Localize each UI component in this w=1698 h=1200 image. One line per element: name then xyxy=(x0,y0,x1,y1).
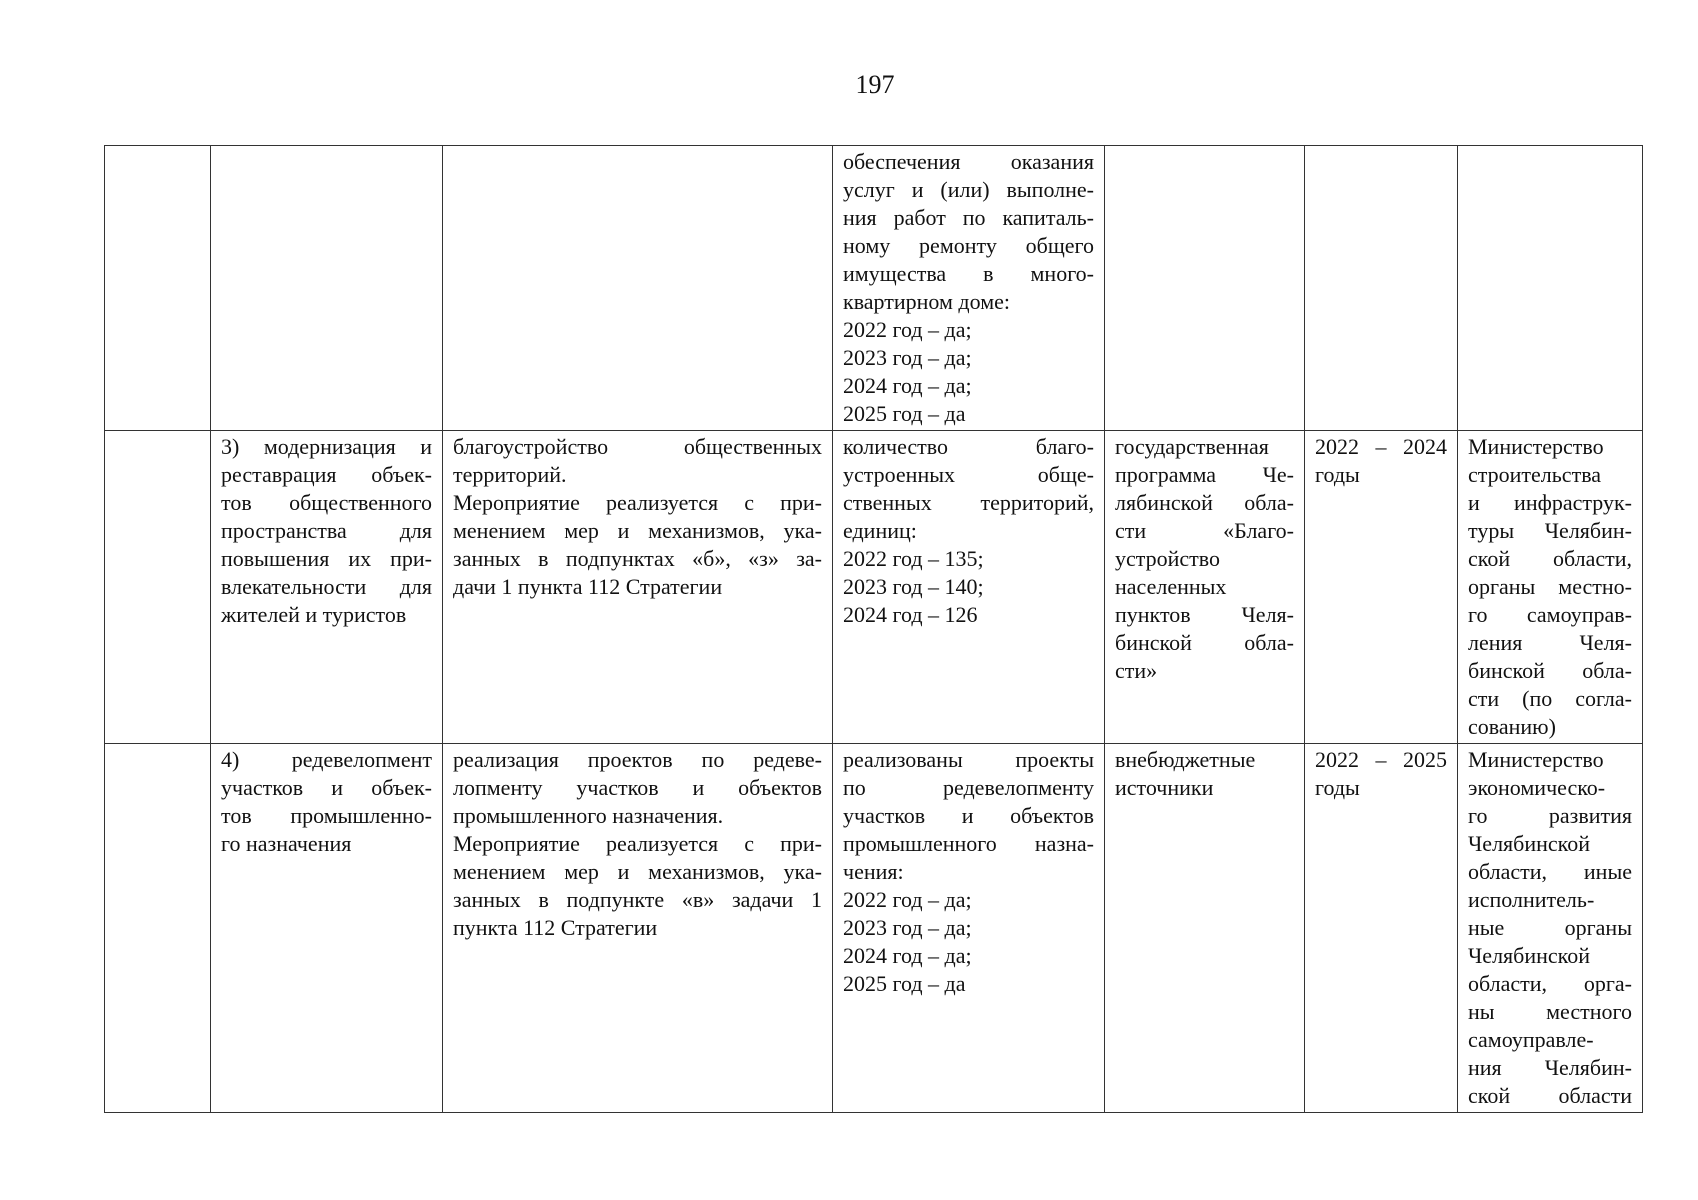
measures-table xyxy=(104,145,1643,1113)
number-cell xyxy=(105,146,211,431)
cell-text-line: ственных территорий, xyxy=(843,490,1094,515)
cell-text-line: единиц: xyxy=(843,518,917,543)
cell-text-line: 2022 год – 135; xyxy=(843,546,984,571)
cell-text-line: 2023 год – 140; xyxy=(843,574,984,599)
cell-text-line: 2022 – 2025 xyxy=(1315,747,1447,772)
cell-text-line: Челябинской xyxy=(1468,831,1591,856)
cell-text-line: квартирном доме: xyxy=(843,289,1010,314)
cell-text-line: тов промышленно- xyxy=(221,803,432,828)
cell-text-line: менением мер и механизмов, ука- xyxy=(453,518,822,543)
cell-text-line: реставрация объек- xyxy=(221,462,432,487)
cell-text-line: промышленного назна- xyxy=(843,831,1094,856)
cell-text-line: чения: xyxy=(843,859,904,884)
cell-text-line: пространства для xyxy=(221,518,432,543)
cell-text-line: ные органы xyxy=(1468,915,1632,940)
cell-text-line: сти «Благо- xyxy=(1115,518,1294,543)
cell-text-line: программа Че- xyxy=(1115,462,1294,487)
cell-text-line: го развития xyxy=(1468,803,1632,828)
cell-text-line: ской области xyxy=(1468,1083,1632,1108)
task-cell xyxy=(211,744,443,1113)
table-row xyxy=(105,431,1643,744)
cell-text-line: ской области, xyxy=(1468,546,1632,571)
cell-text-line: Челябинской xyxy=(1468,943,1591,968)
indicator-cell xyxy=(833,146,1105,431)
cell-text-line: ному ремонту общего xyxy=(843,233,1094,258)
cell-text-line: строительства xyxy=(1468,462,1602,487)
cell-text-line: 3) модернизация и xyxy=(221,434,432,459)
task-cell xyxy=(211,431,443,744)
cell-text-line: дачи 1 пункта 112 Стратегии xyxy=(453,574,723,599)
cell-text-line: го назначения xyxy=(221,831,352,856)
cell-text-line: услуг и (или) выполне- xyxy=(843,177,1094,202)
cell-text-line: бинской обла- xyxy=(1468,658,1632,683)
cell-text-line: устройство xyxy=(1115,546,1221,571)
period-cell xyxy=(1305,744,1458,1113)
cell-text-line: государственная xyxy=(1115,434,1269,459)
cell-text-line: пунктов Челя- xyxy=(1115,602,1294,627)
number-cell xyxy=(105,431,211,744)
cell-text-line: тов общественного xyxy=(221,490,432,515)
cell-text-line: бинской обла- xyxy=(1115,630,1294,655)
cell-text-line: Министерство xyxy=(1468,747,1604,772)
cell-text-line: внебюджетные xyxy=(1115,747,1256,772)
cell-text-line: области, иные xyxy=(1468,859,1632,884)
cell-text-line: по редевелопменту xyxy=(843,775,1094,800)
cell-text-line: сти» xyxy=(1115,658,1158,683)
cell-text-line: реализация проектов по редеве- xyxy=(453,747,822,772)
cell-text-line: реализованы проекты xyxy=(843,747,1094,772)
cell-text-line: лябинской обла- xyxy=(1115,490,1294,515)
cell-text-line: экономическо- xyxy=(1468,775,1606,800)
cell-text-line: органы местно- xyxy=(1468,574,1632,599)
cell-text-line: источники xyxy=(1115,775,1214,800)
executor-cell xyxy=(1458,431,1643,744)
cell-text-line: количество благо- xyxy=(843,434,1094,459)
cell-text-line: 2024 год – да; xyxy=(843,373,972,398)
cell-text-line: 2023 год – да; xyxy=(843,345,972,370)
cell-text-line: промышленного назначения. xyxy=(453,803,724,828)
cell-text-line: 2024 год – да; xyxy=(843,943,972,968)
cell-text-line: го самоуправ- xyxy=(1468,602,1632,627)
cell-text-line: занных в подпунктах «б», «з» за- xyxy=(453,546,822,571)
cell-text-line: сти (по согла- xyxy=(1468,686,1632,711)
cell-text-line: годы xyxy=(1315,462,1360,487)
cell-text-line: пункта 112 Стратегии xyxy=(453,915,658,940)
cell-text-line: и инфраструк- xyxy=(1468,490,1632,515)
activity-cell xyxy=(443,431,833,744)
cell-text-line: области, орга- xyxy=(1468,971,1632,996)
executor-cell xyxy=(1458,744,1643,1113)
cell-text-line: устроенных обще- xyxy=(843,462,1094,487)
cell-text-line: ния работ по капиталь- xyxy=(843,205,1094,230)
cell-text-line: имущества в много- xyxy=(843,261,1094,286)
cell-text-line: менением мер и механизмов, ука- xyxy=(453,859,822,884)
cell-text-line: 2025 год – да xyxy=(843,401,966,426)
cell-text-line: повышения их при- xyxy=(221,546,432,571)
cell-text-line: Министерство xyxy=(1468,434,1604,459)
cell-text-line: 2022 – 2024 xyxy=(1315,434,1447,459)
indicator-cell xyxy=(833,431,1105,744)
cell-text-line: исполнитель- xyxy=(1468,887,1595,912)
cell-text-line: влекательности для xyxy=(221,574,432,599)
cell-text-line: населенных xyxy=(1115,574,1227,599)
cell-text-line: 2025 год – да xyxy=(843,971,966,996)
period-cell xyxy=(1305,146,1458,431)
cell-text-line: 4) редевелопмент xyxy=(221,747,432,772)
table-row xyxy=(105,146,1643,431)
cell-text-line: лопменту участков и объектов xyxy=(453,775,822,800)
cell-text-line: туры Челябин- xyxy=(1468,518,1632,543)
executor-cell xyxy=(1458,146,1643,431)
cell-text-line: ны местного xyxy=(1468,999,1632,1024)
cell-text-line: жителей и туристов xyxy=(221,602,407,627)
indicator-cell xyxy=(833,744,1105,1113)
cell-text-line: 2023 год – да; xyxy=(843,915,972,940)
cell-text-line: занных в подпункте «в» задачи 1 xyxy=(453,887,822,912)
cell-text-line: обеспечения оказания xyxy=(843,149,1094,174)
cell-text-line: 2022 год – да; xyxy=(843,317,972,342)
cell-text-line: 2024 год – 126 xyxy=(843,602,978,627)
cell-text-line: территорий. xyxy=(453,462,567,487)
cell-text-line: сованию) xyxy=(1468,714,1556,739)
cell-text-line: Мероприятие реализуется с при- xyxy=(453,831,822,856)
period-cell xyxy=(1305,431,1458,744)
number-cell xyxy=(105,744,211,1113)
cell-text-line: участков и объек- xyxy=(221,775,432,800)
activity-cell xyxy=(443,744,833,1113)
cell-text-line: 2022 год – да; xyxy=(843,887,972,912)
cell-text-line: самоуправле- xyxy=(1468,1027,1594,1052)
task-cell xyxy=(211,146,443,431)
cell-text-line: благоустройство общественных xyxy=(453,434,822,459)
cell-text-line: ния Челябин- xyxy=(1468,1055,1632,1080)
cell-text-line: Мероприятие реализуется с при- xyxy=(453,490,822,515)
activity-cell xyxy=(443,146,833,431)
page-number: 197 xyxy=(855,70,895,99)
table-row xyxy=(105,744,1643,1113)
source-cell xyxy=(1105,146,1305,431)
cell-text-line: участков и объектов xyxy=(843,803,1094,828)
cell-text-line: ления Челя- xyxy=(1468,630,1632,655)
source-cell xyxy=(1105,744,1305,1113)
source-cell xyxy=(1105,431,1305,744)
cell-text-line: годы xyxy=(1315,775,1360,800)
